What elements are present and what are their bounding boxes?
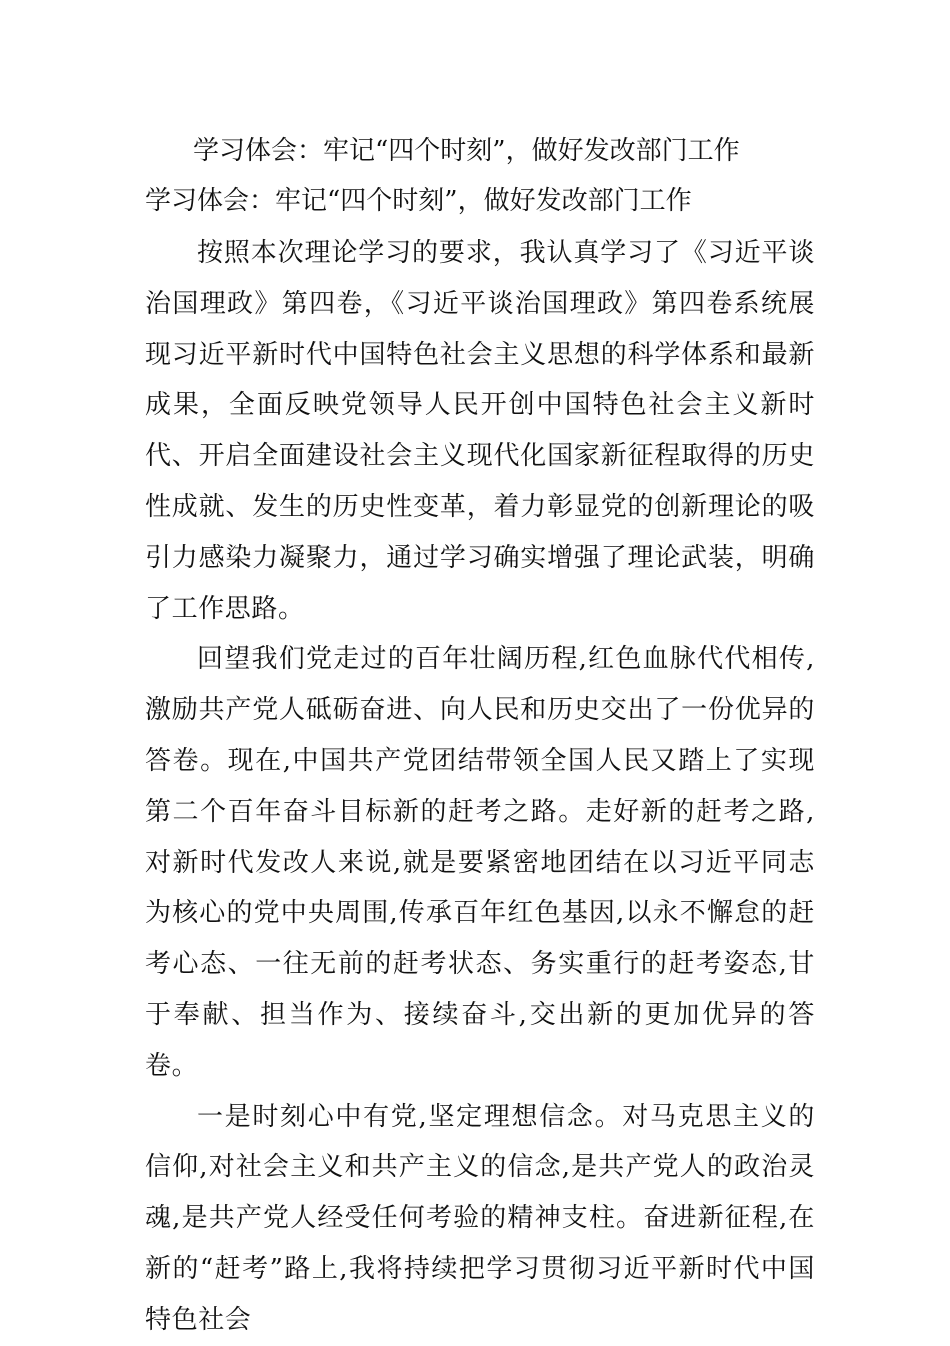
document-title: 学习体会：牢记“四个时刻”，做好发改部门工作 xyxy=(193,136,740,166)
paragraph-2: 回望我们党走过的百年壮阔历程,红色血脉代代相传,激励共产党人砥砺奋进、向人民和历史交出了一份优异的答卷。现在,中国共产党团结带领全国人民又踏上了实现第二个百年奋斗目标新的赶考之路。走好新的赶考之路,对新时代发改人来说,就是要紧密地团结在以习近平同志为核心的党中央周围,传承百年红色基因,以永不懈怠的赶考心态、一往无前的赶考状态、务实重行的赶考姿态,甘于奉献、担当作为、接续奋斗,交出新的更加优异的答卷。 xyxy=(145,644,815,1081)
paragraph-1: 按照本次理论学习的要求，我认真学习了《习近平谈治国理政》第四卷，《习近平谈治国理政》第四卷系统展现习近平新时代中国特色社会主义思想的科学体系和最新成果，全面反映党领导人民开创中国特色社会主义新时代、开启全面建设社会主义现代化国家新征程取得的历史性成就、发生的历史性变革，着力彰显党的创新理论的吸引力感染力凝聚力，通过学习确实增强了理论武装，明确了工作思路。 xyxy=(145,238,815,624)
document-subtitle: 学习体会：牢记“四个时刻”，做好发改部门工作 xyxy=(145,186,692,216)
document-body xyxy=(145,228,815,1346)
paragraph-3: 一是时刻心中有党,坚定理想信念。对马克思主义的信仰,对社会主义和共产主义的信念,是共产党人的政治灵魂,是共产党人经受任何考验的精神支柱。奋进新征程,在新的“赶考”路上,我将持续把学习贯彻习近平新时代中国特色社会 xyxy=(145,1101,815,1335)
